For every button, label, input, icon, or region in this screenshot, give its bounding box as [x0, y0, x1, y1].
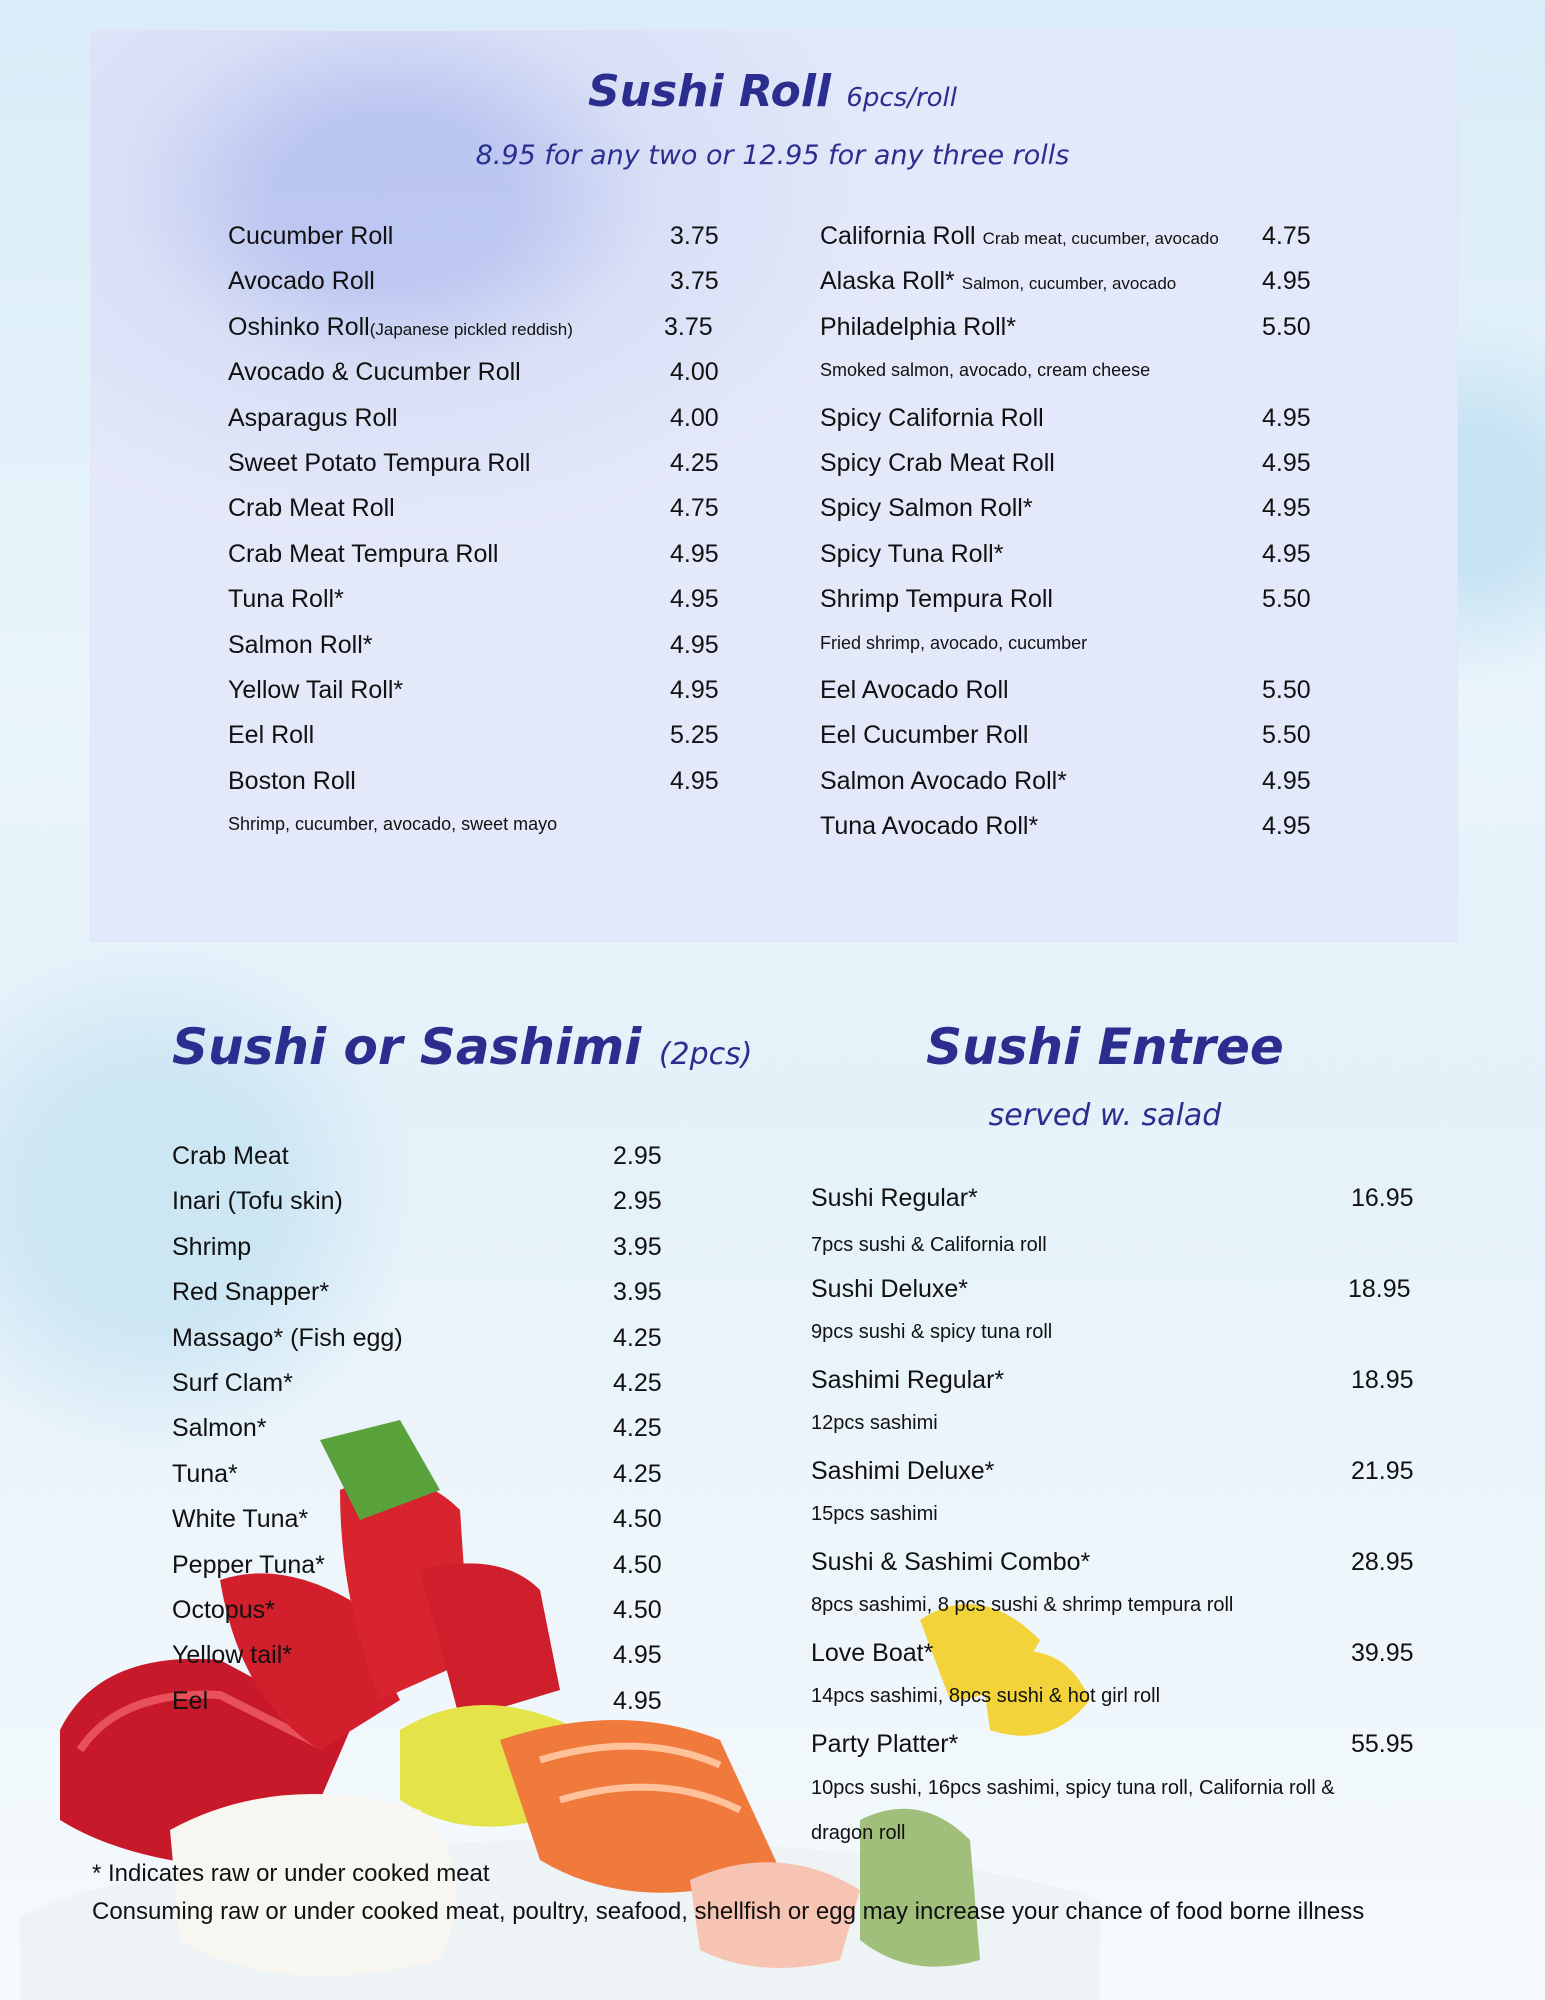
sushi-roll-subtitle: 8.95 for any two or 12.95 for any three rolls — [475, 140, 1070, 171]
menu-price: 4.95 — [1262, 812, 1311, 840]
menu-item: Avocado Roll — [228, 267, 375, 295]
menu-item: Spicy Crab Meat Roll — [820, 449, 1055, 477]
menu-item: Surf Clam* — [172, 1369, 293, 1397]
menu-price: 4.50 — [613, 1596, 662, 1624]
menu-price: 4.95 — [1262, 494, 1311, 522]
menu-item: Crab Meat Roll — [228, 494, 395, 522]
menu-item: Tuna Avocado Roll* — [820, 812, 1039, 840]
menu-price: 18.95 — [1348, 1275, 1411, 1303]
entree-subtitle: served w. salad — [988, 1098, 1222, 1133]
menu-item: Sweet Potato Tempura Roll — [228, 449, 531, 477]
menu-item-detail: (Japanese pickled reddish) — [369, 320, 573, 339]
sushi-roll-title-note: 6pcs/roll — [846, 83, 958, 113]
menu-item-note: 7pcs sushi & California roll — [811, 1234, 1047, 1256]
menu-item: Spicy Salmon Roll* — [820, 494, 1033, 522]
menu-price: 4.00 — [670, 404, 719, 432]
menu-item: Shrimp — [172, 1233, 252, 1261]
menu-price: 4.95 — [670, 540, 719, 568]
menu-price: 4.25 — [613, 1414, 662, 1442]
menu-item: Salmon Avocado Roll* — [820, 767, 1067, 795]
menu-price: 4.75 — [670, 494, 719, 522]
menu-item: Yellow Tail Roll* — [228, 676, 404, 704]
menu-price: 16.95 — [1351, 1184, 1414, 1212]
menu-price: 28.95 — [1351, 1548, 1414, 1576]
menu-price: 39.95 — [1351, 1639, 1414, 1667]
raw-meat-footnote: * Indicates raw or under cooked meat — [92, 1860, 490, 1887]
menu-price: 4.95 — [613, 1641, 662, 1669]
sashimi-title-note: (2pcs) — [658, 1037, 753, 1072]
menu-price: 3.95 — [613, 1233, 662, 1261]
menu-price: 55.95 — [1351, 1730, 1414, 1758]
menu-item: Yellow tail* — [172, 1641, 292, 1669]
menu-item-note: 10pcs sushi, 16pcs sashimi, spicy tuna roll, California roll & — [811, 1777, 1335, 1799]
menu-item-note: 12pcs sashimi — [811, 1412, 938, 1434]
menu-item: California Roll Crab meat, cucumber, avocado — [820, 222, 1219, 250]
menu-item: Asparagus Roll — [228, 404, 398, 432]
menu-item: Octopus* — [172, 1596, 275, 1624]
menu-item: Alaska Roll* Salmon, cucumber, avocado — [820, 267, 1177, 295]
menu-item: Crab Meat — [172, 1142, 289, 1170]
menu-item: Sashimi Regular* — [811, 1366, 1005, 1394]
menu-price: 5.50 — [1262, 721, 1311, 749]
menu-item: Tuna Roll* — [228, 585, 344, 613]
sushi-roll-title: Sushi Roll 6pcs/roll — [587, 66, 958, 117]
menu-price: 4.95 — [1262, 449, 1311, 477]
menu-item: Eel Roll — [228, 721, 315, 749]
menu-item: Crab Meat Tempura Roll — [228, 540, 499, 568]
menu-item: Salmon Roll* — [228, 631, 373, 659]
menu-price: 4.50 — [613, 1505, 662, 1533]
menu-item: Cucumber Roll — [228, 222, 394, 250]
menu-item: Boston Roll — [228, 767, 356, 795]
menu-price: 2.95 — [613, 1187, 662, 1215]
menu-item-note: Smoked salmon, avocado, cream cheese — [820, 360, 1151, 380]
menu-item: Eel — [172, 1687, 209, 1715]
menu-item: Shrimp Tempura Roll — [820, 585, 1053, 613]
menu-price: 18.95 — [1351, 1366, 1414, 1394]
menu-item-detail: Salmon, cucumber, avocado — [961, 274, 1177, 293]
menu-item: Oshinko Roll(Japanese pickled reddish) — [228, 313, 573, 341]
menu-price: 5.50 — [1262, 313, 1311, 341]
menu-price: 21.95 — [1351, 1457, 1414, 1485]
menu-item-note: Shrimp, cucumber, avocado, sweet mayo — [228, 814, 558, 834]
menu-item: Massago* (Fish egg) — [172, 1324, 403, 1352]
menu-item-note: 15pcs sashimi — [811, 1503, 938, 1525]
entree-title: Sushi Entree — [926, 1018, 1284, 1076]
sashimi-title: Sushi or Sashimi (2pcs) — [172, 1018, 753, 1076]
menu-price: 3.75 — [670, 267, 719, 295]
menu-price: 4.95 — [1262, 267, 1311, 295]
menu-item-note: 9pcs sushi & spicy tuna roll — [811, 1321, 1053, 1343]
menu-item: Spicy California Roll — [820, 404, 1044, 432]
menu-item: White Tuna* — [172, 1505, 309, 1533]
menu-item: Eel Cucumber Roll — [820, 721, 1029, 749]
menu-price: 3.75 — [664, 313, 713, 341]
menu-item: Red Snapper* — [172, 1278, 330, 1306]
menu-item: Tuna* — [172, 1460, 238, 1488]
menu-price: 5.25 — [670, 721, 719, 749]
menu-price: 3.95 — [613, 1278, 662, 1306]
menu-price: 4.25 — [670, 449, 719, 477]
menu-price: 4.95 — [670, 767, 719, 795]
menu-price: 4.25 — [613, 1324, 662, 1352]
menu-price: 4.25 — [613, 1369, 662, 1397]
menu-price: 4.75 — [1262, 222, 1311, 250]
food-safety-warning: Consuming raw or under cooked meat, poultry, seafood, shellfish or egg may increase your chance of food borne illness — [92, 1898, 1365, 1925]
menu-item: Sashimi Deluxe* — [811, 1457, 995, 1485]
menu-item: Philadelphia Roll* — [820, 313, 1016, 341]
menu-item: Pepper Tuna* — [172, 1551, 325, 1579]
menu-price: 5.50 — [1262, 676, 1311, 704]
menu-item-note: dragon roll — [811, 1822, 906, 1844]
menu-item: Spicy Tuna Roll* — [820, 540, 1004, 568]
menu-price: 5.50 — [1262, 585, 1311, 613]
menu-price: 4.25 — [613, 1460, 662, 1488]
menu-item-detail: Crab meat, cucumber, avocado — [982, 229, 1219, 248]
menu-item: Avocado & Cucumber Roll — [228, 358, 521, 386]
menu-price: 4.95 — [1262, 767, 1311, 795]
menu-item: Inari (Tofu skin) — [172, 1187, 343, 1215]
menu-item: Sushi Deluxe* — [811, 1275, 969, 1303]
menu-price: 4.95 — [1262, 404, 1311, 432]
menu-price: 4.95 — [1262, 540, 1311, 568]
menu-item: Salmon* — [172, 1414, 267, 1442]
menu-item: Eel Avocado Roll — [820, 676, 1009, 704]
menu-item: Sushi & Sashimi Combo* — [811, 1548, 1091, 1576]
menu-price: 4.95 — [670, 631, 719, 659]
menu-item-note: 8pcs sashimi, 8 pcs sushi & shrimp tempura roll — [811, 1594, 1234, 1616]
menu-price: 4.00 — [670, 358, 719, 386]
menu-price: 4.95 — [670, 676, 719, 704]
menu-price: 4.95 — [670, 585, 719, 613]
menu-price: 4.95 — [613, 1687, 662, 1715]
menu-price: 4.50 — [613, 1551, 662, 1579]
menu-item-note: Fried shrimp, avocado, cucumber — [820, 633, 1088, 653]
menu-price: 3.75 — [670, 222, 719, 250]
menu-price: 2.95 — [613, 1142, 662, 1170]
menu-item-note: 14pcs sashimi, 8pcs sushi & hot girl roll — [811, 1685, 1161, 1707]
menu-item: Party Platter* — [811, 1730, 959, 1758]
menu-item: Sushi Regular* — [811, 1184, 978, 1212]
menu-item: Love Boat* — [811, 1639, 934, 1667]
